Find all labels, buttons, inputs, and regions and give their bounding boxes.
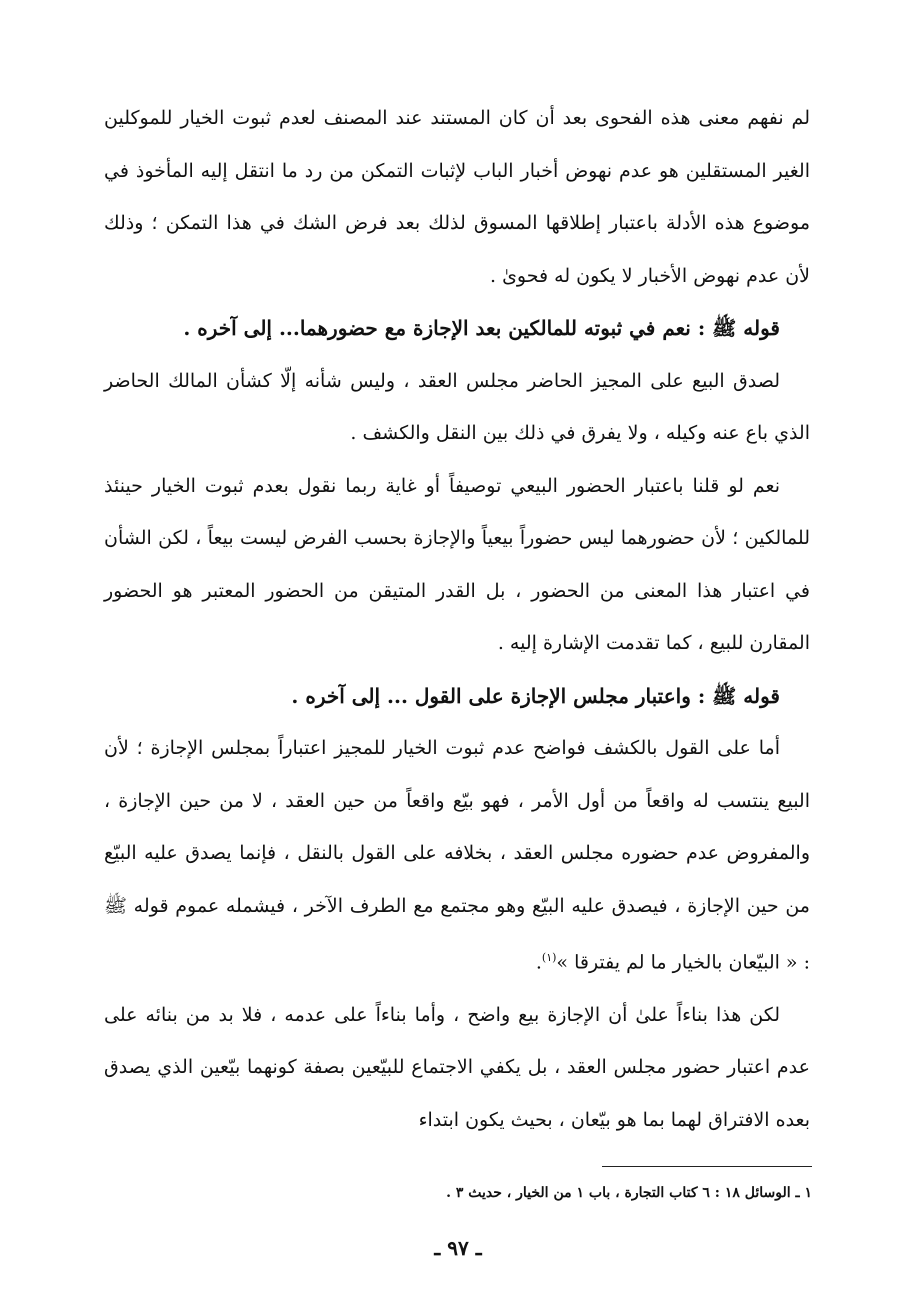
paragraph-2: لصدق البيع على المجيز الحاضر مجلس العقد ، وليس شأنه إلّا كشأن المالك الحاضر الذي باع عنه وكيله ، ولا يفرق في ذلك بين النقل والكشف .	[104, 369, 810, 444]
footnote-divider	[602, 1166, 812, 1167]
heading-1: قوله ﷺ : نعم في ثبوته للمالكين بعد الإجازة مع حضورهما... إلى آخره .	[183, 316, 780, 340]
paragraph-4-tail: .	[535, 951, 542, 974]
paragraph-3: نعم لو قلنا باعتبار الحضور البيعي توصيفاً أو غاية ربما نقول بعدم ثبوت الخيار حينئذ للمالكين ؛ لأن حضورهما ليس حضوراً بيعياً والإجازة بحسب الفرض ليست بيعاً ، لكن الشأن في اعتبار هذا المعنى من الحضور ، بل القدر المتيقن من الحضور المعتبر هو الحضور المقارن للبيع ، كما تقدمت الإشارة إليه .	[104, 474, 810, 654]
paragraph-4	[104, 722, 810, 989]
paragraph-1: لم نفهم معنى هذه الفحوى بعد أن كان المستند عند المصنف لعدم ثبوت الخيار للموكلين الغير المستقلين هو عدم نهوض أخبار الباب لإثبات التمكن من رد ما انتقل إليه المأخوذ في موضوع هذه الأدلة باعتبار إطلاقها المسوق لذلك بعد فرض الشك في هذا التمكن ؛ وذلك لأن عدم نهوض الأخبار لا يكون له فحوىٰ .	[104, 107, 810, 287]
footnote: ١ ـ الوسائل ١٨ : ٦ كتاب التجارة ، باب ١ من الخيار ، حديث ٣ .	[446, 1185, 812, 1201]
heading-2: قوله ﷺ : واعتبار مجلس الإجازة على القول ... إلى آخره .	[291, 683, 780, 708]
page-number: ـ ٩٧ ـ	[434, 1236, 482, 1260]
paragraph-5: لكن هذا بناءاً علىٰ أن الإجازة بيع واضح ، وأما بناءاً على عدمه ، فلا بد من بنائه على عدم اعتبار حضور مجلس العقد ، بل يكفي الاجتماع للبيّعين بصفة كونهما بيّعين الذي يصدق بعده الافتراق لهما بما هو بيّعان ، بحيث يكون ابتداء	[104, 1003, 810, 1131]
footnote-reference: (١)	[541, 951, 557, 964]
paragraph-4-text: أما على القول بالكشف فواضح عدم ثبوت الخيار للمجيز اعتباراً بمجلس الإجازة ؛ لأن البيع ينتسب له واقعاً من أول الأمر ، فهو بيّع واقعاً من حين العقد ، لا من حين الإجازة ، والمفروض عدم حضوره مجلس العقد ، بخلافه على القول بالنقل ، فإنما يصدق عليه البيّع من حين الإجازة ، فيصدق عليه البيّع وهو مجتمع مع الطرف الآخر ، فيشمله عموم قوله ﷺ : « البيّعان بالخيار ما لم يفترقا »	[104, 737, 810, 974]
page-body	[104, 92, 810, 1146]
